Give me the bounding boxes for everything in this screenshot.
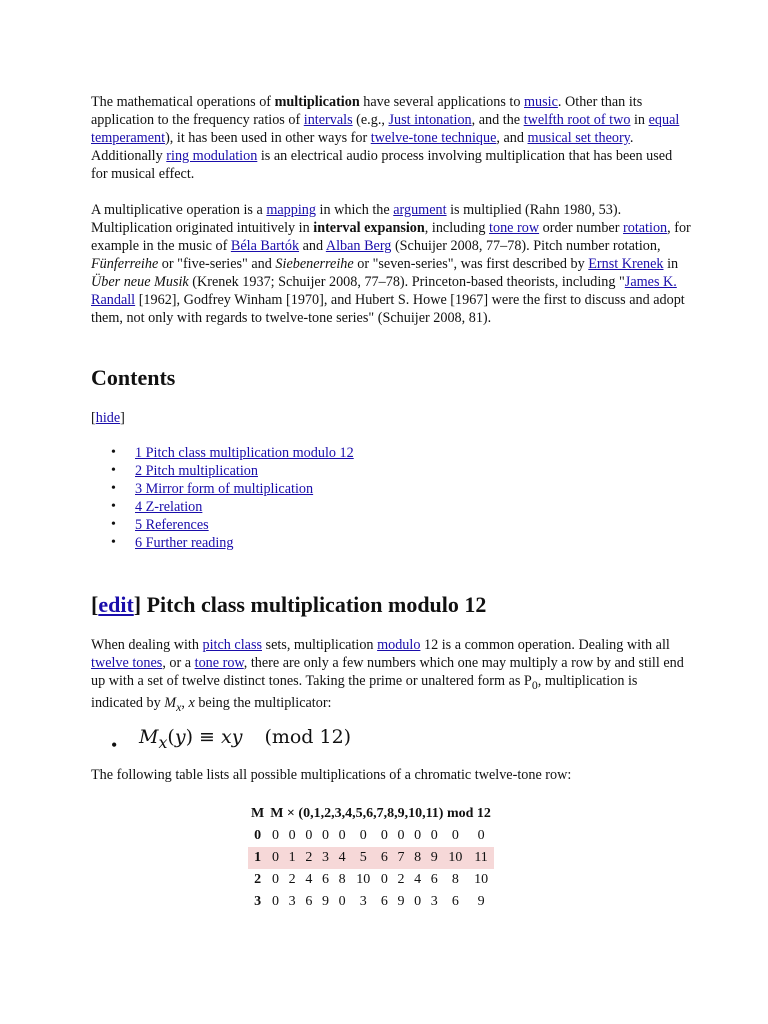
table-cell: 3 <box>317 847 334 869</box>
link-alban-berg[interactable]: Alban Berg <box>325 238 392 254</box>
toc-item <box>91 534 354 552</box>
text: ), it has been used in other ways for <box>165 130 371 146</box>
table-cell: 9 <box>321 894 329 909</box>
table-cell: 0 <box>272 894 280 909</box>
table-cell: 9 <box>426 847 443 869</box>
table-cell: 7 <box>393 847 410 869</box>
table-cell: 6 <box>305 894 313 909</box>
modulo-paragraph <box>91 636 691 716</box>
table-cell: 2 <box>288 872 296 887</box>
text: , multiplication is indicated by <box>91 673 638 711</box>
row-multiplier: 3 <box>254 894 262 909</box>
table-cell: 0 <box>380 872 388 887</box>
table-row <box>248 825 494 847</box>
text: in which the <box>316 202 394 218</box>
section-title: Pitch class multiplication modulo 12 <box>141 592 487 617</box>
table-cell: 0 <box>272 828 280 843</box>
table-cell: 3 <box>430 894 438 909</box>
table-cell: 0 <box>397 828 405 843</box>
text: (e.g., <box>352 112 389 128</box>
bracket: ] <box>133 592 142 617</box>
table-cell: 3 <box>359 894 367 909</box>
table-cell: 0 <box>338 894 346 909</box>
multiplication-table <box>248 803 494 913</box>
text: (Schuijer 2008, 77–78). Pitch number rotation, <box>391 238 661 254</box>
link-intervals[interactable]: intervals <box>303 112 353 128</box>
row-multiplier: 1 <box>248 847 267 869</box>
math-symbol: y <box>174 726 186 748</box>
text: is multiplied (Rahn 1980, 53). Multiplication originated intuitively in <box>91 202 622 236</box>
link-ring-modulation[interactable]: ring modulation <box>166 148 258 164</box>
link-mapping[interactable]: mapping <box>266 202 316 218</box>
table-row <box>248 847 494 869</box>
table-cell: 8 <box>409 847 426 869</box>
text: The mathematical operations of <box>91 94 275 110</box>
math-subscript: x <box>158 732 168 752</box>
table-cell: 0 <box>359 828 367 843</box>
toc-item <box>91 480 354 498</box>
link-tone-row[interactable]: tone row <box>489 220 540 236</box>
math-formula <box>139 724 351 756</box>
toc-link-pitch-multiplication[interactable]: 2 Pitch multiplication <box>135 463 258 479</box>
intro-paragraph <box>91 93 691 183</box>
link-tone-row[interactable]: tone row <box>194 655 244 671</box>
math-paren: ( <box>167 726 175 748</box>
text: order number <box>539 220 623 236</box>
table-cell: 0 <box>305 828 313 843</box>
math-symbol: xy <box>220 726 243 748</box>
toc-link-mirror-form[interactable]: 3 Mirror form of multiplication <box>135 481 314 497</box>
bold-term: interval expansion <box>313 220 425 236</box>
toc-item <box>91 462 354 480</box>
toc-link-pitch-class-multiplication[interactable]: 1 Pitch class multiplication modulo 12 <box>135 445 354 461</box>
table-cell: 6 <box>380 894 388 909</box>
toc-link-further-reading[interactable]: 6 Further reading <box>135 535 234 551</box>
bracket: [ <box>91 410 96 426</box>
table-cell: 0 <box>414 828 422 843</box>
math-symbol: M <box>139 726 159 748</box>
bracket: [ <box>91 592 99 617</box>
table-row <box>248 891 494 913</box>
italic-term: Siebenerreihe <box>275 256 354 272</box>
italic-term: Fünferreihe <box>91 256 159 272</box>
row-multiplier: 2 <box>254 872 262 887</box>
table-cell: 3 <box>288 894 296 909</box>
history-paragraph <box>91 201 691 327</box>
toc-toggle <box>91 409 125 427</box>
link-james-randall[interactable]: James K. Randall <box>91 274 677 308</box>
table-cell: 0 <box>321 828 329 843</box>
section-heading <box>91 591 486 619</box>
link-musical-set-theory[interactable]: musical set theory <box>527 130 630 146</box>
table-cell: 10 <box>474 872 489 887</box>
italic-symbol: x <box>188 694 195 711</box>
text: , there are only a few numbers which one may multiply a row by and still end up with a set of twelve distinct tones. Taking the prime or unaltered form as P <box>91 655 684 689</box>
table-cell: 9 <box>477 894 485 909</box>
table-of-contents <box>91 444 354 552</box>
text: , for example in the music of <box>91 220 691 254</box>
toc-item <box>91 444 354 462</box>
table-cell: 0 <box>338 828 346 843</box>
text: in <box>630 112 649 128</box>
text: in <box>663 256 679 272</box>
table-cell: 0 <box>430 828 438 843</box>
text: [1962], Godfrey Winham [1970], and Hubert S. Howe [1967] were the first to discuss and adopt them, not only with regards to twelve-tone series" (Schuijer 2008, 81). <box>91 292 685 326</box>
edit-section-link[interactable]: edit <box>98 592 134 617</box>
link-twelve-tones[interactable]: twelve tones <box>91 655 163 671</box>
text: or "seven-series", was first described by <box>353 256 589 272</box>
table-cell: 8 <box>451 872 459 887</box>
table-cell: 0 <box>380 828 388 843</box>
contents-heading: Contents <box>91 365 176 390</box>
table-cell: 6 <box>451 894 459 909</box>
table-row <box>248 869 494 891</box>
math-mod: (mod 12) <box>264 726 352 748</box>
math-paren: ) <box>185 726 193 748</box>
bracket: ] <box>120 410 125 426</box>
header-m: M <box>251 806 265 821</box>
text: is an electrical audio process involving multiplication that has been used for musical effect. <box>91 148 673 182</box>
italic-title: Über neue Musik <box>91 274 189 290</box>
text: , <box>181 694 189 711</box>
table-cell: 1 <box>284 847 301 869</box>
table-cell: 4 <box>334 847 351 869</box>
table-cell: 0 <box>267 847 284 869</box>
link-argument[interactable]: argument <box>393 202 447 218</box>
link-twelve-tone-technique[interactable]: twelve-tone technique <box>370 130 497 146</box>
header-expression: M × (0,1,2,3,4,5,6,7,8,9,10,11) mod 12 <box>270 806 491 821</box>
table-body <box>248 825 494 913</box>
link-equal-temperament[interactable]: equal temperament <box>91 112 680 146</box>
table-cell: 0 <box>477 828 485 843</box>
table-cell: 0 <box>414 894 422 909</box>
table-header-row <box>248 803 494 825</box>
text: being the multiplicator: <box>194 694 332 711</box>
link-pitch-class[interactable]: pitch class <box>202 637 262 653</box>
text: A multiplicative operation is a <box>91 202 267 218</box>
subscript: x <box>176 699 182 714</box>
table-cell: 6 <box>321 872 329 887</box>
table-cell: 0 <box>272 872 280 887</box>
toc-link-references[interactable]: 5 References <box>135 517 209 533</box>
math-equiv: ≡ <box>192 726 221 748</box>
table-cell: 0 <box>288 828 296 843</box>
text: When dealing with <box>91 637 203 653</box>
link-just-intonation[interactable]: Just intonation <box>388 112 472 128</box>
text: sets, multiplication <box>262 637 378 653</box>
link-bela-bartok[interactable]: Béla Bartók <box>230 238 300 254</box>
toc-item <box>91 498 354 516</box>
table-cell: 0 <box>451 828 459 843</box>
table-cell: 6 <box>430 872 438 887</box>
text: 12 is a common operation. Dealing with all <box>420 637 670 653</box>
table-cell: 11 <box>468 847 494 869</box>
table-cell: 4 <box>305 872 313 887</box>
text: or "five-series" and <box>158 256 276 272</box>
text: have several applications to <box>359 94 525 110</box>
table-cell: 2 <box>301 847 318 869</box>
link-music[interactable]: music <box>524 94 558 110</box>
text: , or a <box>162 655 195 671</box>
text: , including <box>424 220 490 236</box>
italic-symbol: M <box>164 694 177 711</box>
link-rotation[interactable]: rotation <box>623 220 668 236</box>
hide-toc-link[interactable]: hide <box>95 410 121 426</box>
table-intro-paragraph: The following table lists all possible multiplications of a chromatic twelve-tone row: <box>91 767 572 783</box>
toc-link-z-relation[interactable]: 4 Z-relation <box>135 499 203 515</box>
text: and <box>299 238 326 254</box>
subscript: 0 <box>531 677 538 692</box>
bullet: • <box>111 735 118 755</box>
text: (Krenek 1937; Schuijer 2008, 77–78). Princeton-based theorists, including " <box>188 274 625 290</box>
table-cell: 6 <box>376 847 393 869</box>
text: , and the <box>471 112 524 128</box>
row-multiplier: 0 <box>254 828 262 843</box>
link-ernst-krenek[interactable]: Ernst Krenek <box>588 256 664 272</box>
formula-block <box>91 722 691 758</box>
table-cell: 5 <box>350 847 376 869</box>
toc-item <box>91 516 354 534</box>
bold-term: multiplication <box>274 94 360 110</box>
table-cell: 10 <box>443 847 469 869</box>
link-modulo[interactable]: modulo <box>377 637 421 653</box>
link-twelfth-root[interactable]: twelfth root of two <box>523 112 631 128</box>
table-cell: 4 <box>414 872 422 887</box>
text: , and <box>496 130 528 146</box>
table-cell: 10 <box>356 872 371 887</box>
table-cell: 8 <box>338 872 346 887</box>
text: . Other than its application to the frequency ratios of <box>91 94 643 128</box>
table-cell: 2 <box>397 872 405 887</box>
table-cell: 9 <box>397 894 405 909</box>
text: . Additionally <box>91 130 634 164</box>
